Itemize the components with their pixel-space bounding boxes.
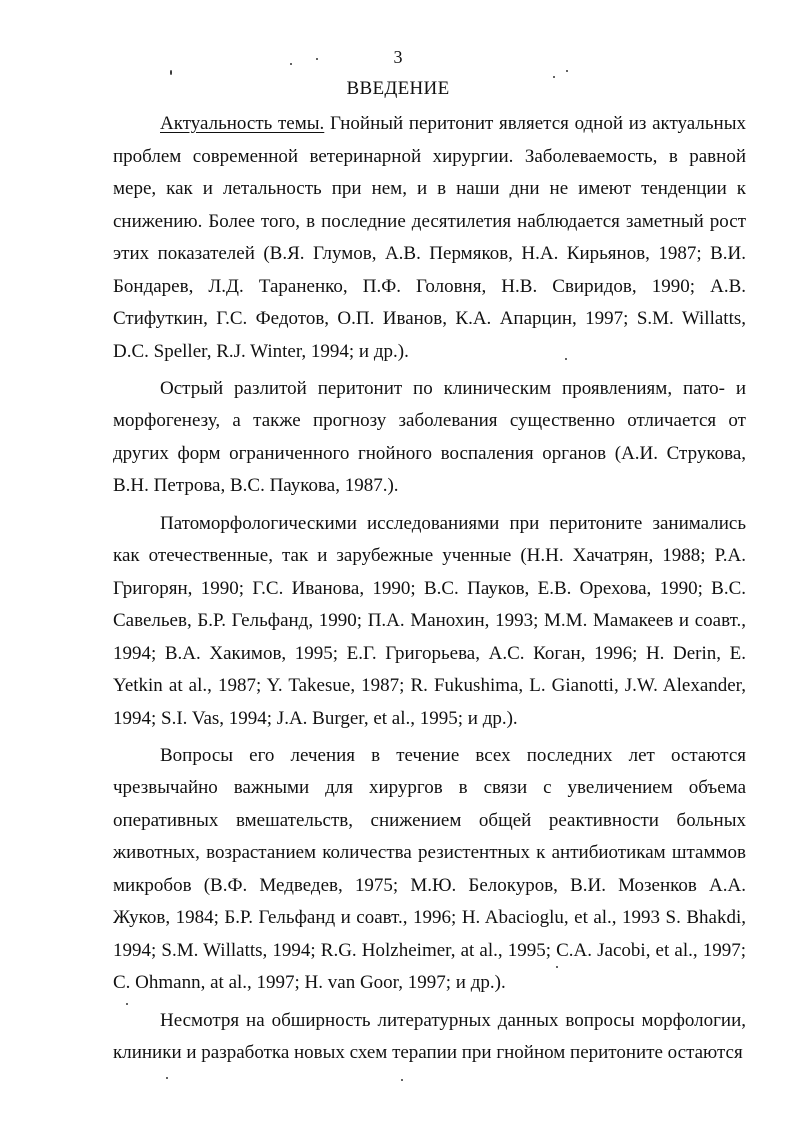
scan-speck bbox=[566, 70, 568, 72]
relevance-label: Актуальность темы. bbox=[160, 113, 325, 134]
relevance-text: Гнойный перитонит является одной из актуальных проблем современной ветеринарной хирургии. Заболеваемость, в равной мере, как и летальность при нем, и в наши дни не имеют тенденции к снижению. Более того, в последние десятилетия наблюдается заметный рост этих показателей (В.Я. Глумов, А.В. Пермяков, Н.А. Кирьянов, 1987; В.И. Бондарев, Л.Д. Тараненко, П.Ф. Головня, Н.В. Свиридов, 1990; А.В. Стифуткин, Г.С. Федотов, О.П. Иванов, К.А. Апарцин, 1997; S.M. Willatts, D.C. Speller, R.J. Winter, 1994; и др.). bbox=[113, 113, 746, 362]
scan-speck bbox=[166, 1077, 168, 1079]
scan-speck bbox=[170, 70, 172, 75]
paragraph-pathomorphology: Патоморфологическими исследованиями при перитоните занимались как отечественные, так и зарубежные ученные (Н.Н. Хачатрян, 1988; Р.А. Григорян, 1990; Г.С. Иванова, 1990; В.С. Пауков, Е.В. Орехова, 1990; В.С. Савельев, Б.Р. Гельфанд, 1990; П.А. Манохин, 1993; М.М. Мамакеев и соавт., 1994; В.А. Хакимов, 1995; Е.Г. Григорьева, А.С. Коган, 1996; H. Derin, E. Yetkin at al., 1987; Y. Takesue, 1987; R. Fukushima, L. Gianotti, J.W. Alexander, 1994; S.I. Vas, 1994; J.A. Burger, et al., 1995; и др.). bbox=[113, 512, 746, 729]
paragraph-acute-peritonitis: Острый разлитой перитонит по клиническим проявлениям, пато- и морфогенезу, а также прогнозу заболевания существенно отличается от других форм ограниченного гнойного воспаления органов (А.И. Струкова, В.Н. Петрова, В.С. Паукова, 1987.). bbox=[113, 377, 746, 497]
paragraph-treatment: Вопросы его лечения в течение всех последних лет остаются чрезвычайно важными для хирургов в связи с увеличением объема оперативных вмешательств, снижением общей реактивности больных животных, возрастанием количества резистентных к антибиотикам штаммов микробов (В.Ф. Медведев, 1975; М.Ю. Белокуров, В.И. Мозенков А.А. Жуков, 1984; Б.Р. Гельфанд и соавт., 1996; H. Abacioglu, et al., 1993 S. Bhakdi, 1994; S.M. Willatts, 1994; R.G. Holzheimer, at al., 1995; C.A. Jacobi, et al., 1997; C. Ohmann, at al., 1997; H. van Goor, 1997; и др.). bbox=[113, 744, 746, 994]
paragraph-relevance bbox=[113, 108, 746, 368]
paragraph-conclusion: Несмотря на обширность литературных данных вопросы морфологии, клиники и разработка новых схем терапии при гнойном перитоните остаются bbox=[113, 1009, 746, 1064]
section-heading: ВВЕДЕНИЕ bbox=[346, 78, 450, 99]
page-number: 3 bbox=[393, 47, 403, 67]
scan-speck bbox=[401, 1079, 403, 1081]
body-text bbox=[113, 108, 746, 1070]
